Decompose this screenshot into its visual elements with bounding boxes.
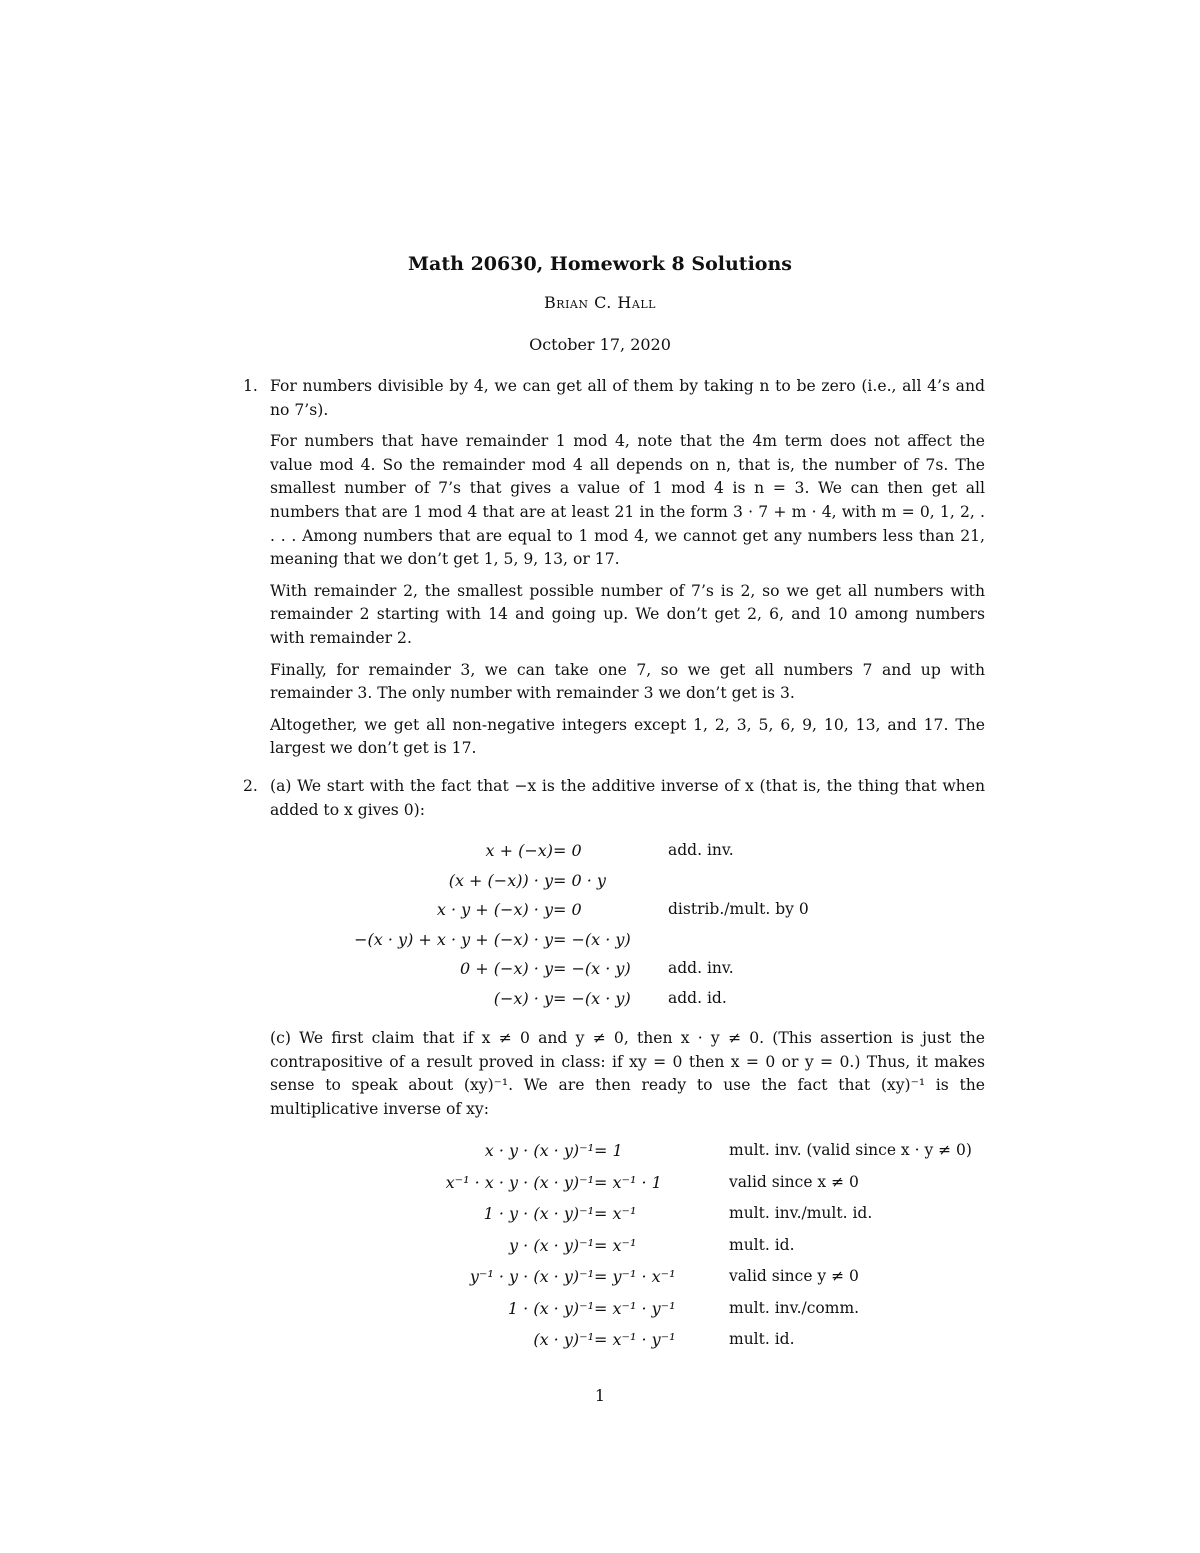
- document-title: Math 20630, Homework 8 Solutions: [408, 253, 792, 275]
- equation-lhs: (x · y)⁻¹: [533, 1330, 594, 1350]
- equation-justification: mult. id.: [729, 1235, 795, 1254]
- equation-block-a: [270, 836, 985, 1013]
- problem-1-paragraph-5: Altogether, we get all non-negative integers except 1, 2, 3, 5, 6, 9, 10, 13, and 17. The largest we don’t get is 17.: [270, 715, 985, 758]
- equation-rhs: = x⁻¹: [594, 1235, 637, 1255]
- equation-lhs: (−x) · y: [493, 988, 553, 1008]
- problem-1-paragraph-4: Finally, for remainder 3, we can take one 7, so we get all numbers 7 and up with remainder 3. The only number with remainder 3 we don’t get is 3.: [270, 660, 985, 703]
- page-number: 1: [594, 1386, 606, 1405]
- document-body: [240, 375, 985, 1370]
- equation-row: [270, 866, 985, 896]
- problem-1-paragraph-2: For numbers that have remainder 1 mod 4, note that the 4m term does not affect the value mod 4. So the remainder mod 4 all depends on n, that is, the number of 7s. The smallest number of 7’s that gives a value of 1 mod 4 is n = 3. We can then get all numbers that are 1 mod 4 that are at least 21 in the form 3 · 7 + m · 4, with m = 0, 1, 2, . . . . Among numbers that are equal to 1 mod 4, we cannot get any numbers less than 21, meaning that we don’t get 1, 5, 9, 13, or 17.: [270, 432, 985, 569]
- equation-lhs: 1 · (x · y)⁻¹: [507, 1298, 594, 1318]
- equation-row: [270, 984, 985, 1014]
- problem-1: [240, 375, 985, 761]
- document-date: October 17, 2020: [529, 335, 671, 354]
- equation-rhs: = −(x · y): [553, 929, 631, 949]
- equation-lhs: y⁻¹ · y · (x · y)⁻¹: [469, 1267, 594, 1287]
- equation-row: [270, 954, 985, 984]
- equation-block-c: [270, 1135, 985, 1356]
- equation-rhs: = 0 · y: [553, 870, 606, 890]
- equation-rhs: = 0: [553, 900, 582, 920]
- part-a-intro: (a) We start with the fact that −x is the additive inverse of x (that is, the thing that when added to x gives 0):: [270, 776, 985, 819]
- problem-1-paragraph-1: For numbers divisible by 4, we can get all of them by taking n to be zero (i.e., all 4’s and no 7’s).: [270, 377, 985, 419]
- author-name: Brian C. Hall: [544, 293, 656, 312]
- equation-rhs: = x⁻¹ · y⁻¹: [594, 1298, 676, 1318]
- equation-rhs: = x⁻¹: [594, 1204, 637, 1224]
- equation-justification: valid since y ≠ 0: [729, 1267, 859, 1286]
- equation-lhs: 0 + (−x) · y: [460, 959, 553, 979]
- equation-lhs: x · y · (x · y)⁻¹: [484, 1141, 594, 1161]
- equation-row: [270, 1230, 985, 1262]
- equation-row: [270, 836, 985, 866]
- equation-row: [270, 1167, 985, 1199]
- equation-lhs: x · y + (−x) · y: [436, 900, 553, 920]
- equation-justification: add. id.: [668, 988, 727, 1007]
- equation-lhs: y · (x · y)⁻¹: [509, 1235, 594, 1255]
- equation-rhs: = y⁻¹ · x⁻¹: [594, 1267, 676, 1287]
- equation-row: [270, 1293, 985, 1325]
- equation-rhs: = −(x · y): [553, 959, 631, 979]
- equation-rhs: = 0: [553, 841, 582, 861]
- equation-row: [270, 1198, 985, 1230]
- equation-justification: mult. inv. (valid since x · y ≠ 0): [729, 1141, 972, 1160]
- equation-justification: distrib./mult. by 0: [668, 900, 809, 919]
- equation-lhs: x⁻¹ · x · y · (x · y)⁻¹: [445, 1172, 594, 1192]
- equation-rhs: = 1: [594, 1141, 623, 1161]
- equation-justification: mult. id.: [729, 1330, 795, 1349]
- equation-row: [270, 1135, 985, 1167]
- equation-row: [270, 1324, 985, 1356]
- equation-lhs: (x + (−x)) · y: [448, 870, 553, 890]
- equation-lhs: x + (−x): [485, 841, 553, 861]
- equation-justification: mult. inv./comm.: [729, 1298, 860, 1317]
- equation-justification: mult. inv./mult. id.: [729, 1204, 873, 1223]
- equation-row: [270, 895, 985, 925]
- equation-lhs: 1 · y · (x · y)⁻¹: [483, 1204, 594, 1224]
- part-c-intro: (c) We first claim that if x ≠ 0 and y ≠ 0, then x · y ≠ 0. (This assertion is just the contrapositive of a result proved in class: if xy = 0 then x = 0 or y = 0.) Thus, it makes sense to speak about (xy)⁻¹. We are then ready to use the fact that (xy)⁻¹ is the multiplicative inverse of xy:: [270, 1029, 985, 1118]
- equation-row: [270, 925, 985, 955]
- problem-2: [240, 775, 985, 1356]
- equation-justification: add. inv.: [668, 959, 734, 978]
- equation-rhs: = x⁻¹ · 1: [594, 1172, 662, 1192]
- equation-rhs: = x⁻¹ · y⁻¹: [594, 1330, 676, 1350]
- problem-number: 1.: [243, 377, 258, 395]
- problem-1-paragraph-3: With remainder 2, the smallest possible number of 7’s is 2, so we get all numbers with remainder 2 starting with 14 and going up. We don’t get 2, 6, and 10 among numbers with remainder 2.: [270, 581, 985, 647]
- equation-justification: add. inv.: [668, 841, 734, 860]
- equation-lhs: −(x · y) + x · y + (−x) · y: [354, 929, 553, 949]
- equation-justification: valid since x ≠ 0: [729, 1172, 859, 1191]
- equation-row: [270, 1261, 985, 1293]
- problem-number: 2.: [243, 776, 258, 795]
- equation-rhs: = −(x · y): [553, 988, 631, 1008]
